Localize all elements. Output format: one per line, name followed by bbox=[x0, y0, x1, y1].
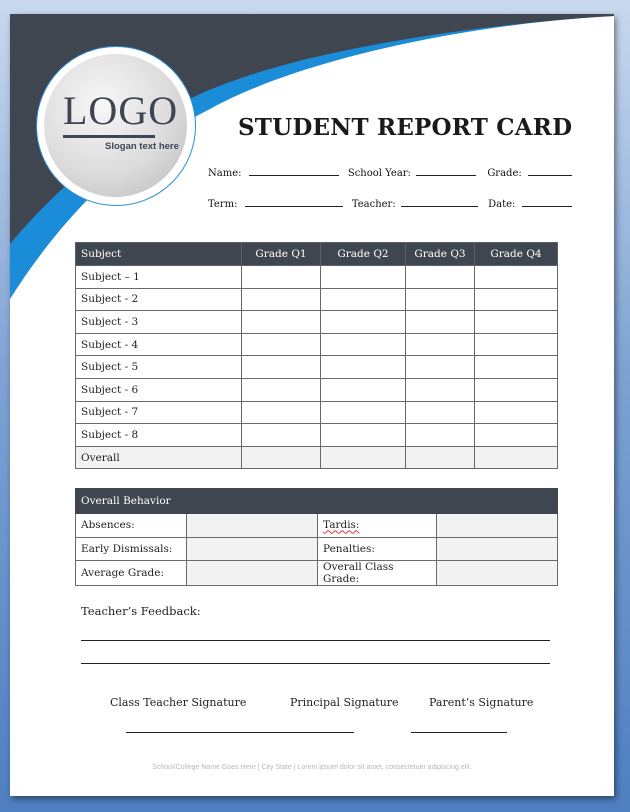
grade-cell[interactable] bbox=[321, 424, 406, 447]
info-row-2 bbox=[208, 197, 572, 210]
grade-label: Grade: bbox=[487, 168, 522, 179]
grade-cell[interactable] bbox=[475, 378, 558, 401]
page-title: STUDENT REPORT CARD bbox=[238, 114, 573, 141]
logo-badge bbox=[36, 46, 196, 206]
grade-cell[interactable] bbox=[406, 446, 475, 469]
grade-cell[interactable] bbox=[321, 266, 406, 289]
table-row bbox=[76, 561, 558, 586]
grade-cell[interactable] bbox=[406, 288, 475, 311]
table-row bbox=[76, 514, 558, 538]
grade-cell[interactable] bbox=[475, 356, 558, 379]
grade-cell[interactable] bbox=[406, 401, 475, 424]
school-year-label: School Year: bbox=[347, 168, 411, 179]
grade-cell[interactable] bbox=[321, 446, 406, 469]
name-field[interactable] bbox=[249, 166, 339, 176]
grade-cell[interactable] bbox=[321, 378, 406, 401]
table-row bbox=[76, 424, 558, 447]
behavior-table bbox=[75, 488, 558, 586]
absences-value[interactable] bbox=[187, 514, 318, 538]
school-year-field[interactable] bbox=[416, 166, 476, 176]
overall-cell: Overall bbox=[76, 446, 242, 469]
grade-cell[interactable] bbox=[475, 288, 558, 311]
header-grade-q1: Grade Q1 bbox=[242, 243, 321, 266]
behavior-label: Absences: bbox=[76, 514, 187, 538]
subject-cell: Subject - 6 bbox=[76, 378, 242, 401]
info-row-1 bbox=[208, 166, 572, 179]
average-grade-value[interactable] bbox=[187, 561, 318, 586]
grade-cell[interactable] bbox=[242, 378, 321, 401]
early-dismissals-value[interactable] bbox=[187, 537, 318, 561]
principal-signature-label: Principal Signature bbox=[290, 696, 399, 709]
behavior-label: Penalties: bbox=[318, 537, 437, 561]
subject-cell: Subject - 5 bbox=[76, 356, 242, 379]
table-row bbox=[76, 356, 558, 379]
grade-cell[interactable] bbox=[242, 424, 321, 447]
table-row bbox=[76, 537, 558, 561]
header-grade-q4: Grade Q4 bbox=[475, 243, 558, 266]
report-card-page bbox=[10, 14, 614, 796]
grade-cell[interactable] bbox=[242, 401, 321, 424]
table-row bbox=[76, 311, 558, 334]
subject-cell: Subject - 3 bbox=[76, 311, 242, 334]
grade-cell[interactable] bbox=[406, 356, 475, 379]
grade-cell[interactable] bbox=[242, 288, 321, 311]
table-row bbox=[76, 288, 558, 311]
grade-cell[interactable] bbox=[242, 311, 321, 334]
behavior-label: Early Dismissals: bbox=[76, 537, 187, 561]
grade-cell[interactable] bbox=[475, 333, 558, 356]
class-teacher-signature-label: Class Teacher Signature bbox=[110, 696, 247, 709]
subject-cell: Subject - 7 bbox=[76, 401, 242, 424]
tardis-value[interactable] bbox=[437, 514, 558, 538]
table-row-overall bbox=[76, 446, 558, 469]
term-field[interactable] bbox=[245, 197, 343, 207]
header-subject: Subject bbox=[76, 243, 242, 266]
grade-cell[interactable] bbox=[321, 311, 406, 334]
subject-cell: Subject - 8 bbox=[76, 424, 242, 447]
term-label: Term: bbox=[208, 199, 238, 210]
grades-header-row bbox=[76, 243, 558, 266]
feedback-line-2[interactable] bbox=[81, 663, 550, 664]
teacher-principal-signature-line[interactable] bbox=[126, 732, 354, 733]
header-grade-q3: Grade Q3 bbox=[406, 243, 475, 266]
overall-class-grade-value[interactable] bbox=[437, 561, 558, 586]
grade-cell[interactable] bbox=[475, 266, 558, 289]
feedback-label: Teacher’s Feedback: bbox=[81, 604, 201, 618]
grade-cell[interactable] bbox=[475, 424, 558, 447]
logo-text: LOGO bbox=[63, 88, 179, 133]
subject-cell: Subject - 2 bbox=[76, 288, 242, 311]
parent-signature-line[interactable] bbox=[411, 732, 507, 733]
behavior-label: Tardis: bbox=[318, 514, 437, 538]
grade-cell[interactable] bbox=[475, 401, 558, 424]
grade-cell[interactable] bbox=[406, 378, 475, 401]
grade-cell[interactable] bbox=[321, 356, 406, 379]
grades-table bbox=[75, 242, 558, 469]
grade-cell[interactable] bbox=[321, 333, 406, 356]
table-row bbox=[76, 333, 558, 356]
grade-cell[interactable] bbox=[406, 266, 475, 289]
footer-text: School/College Name Goes Here | City State | Lorem ipsum dolor sit amet, consectetuer adipiscing elit. bbox=[152, 764, 472, 771]
grade-cell[interactable] bbox=[475, 446, 558, 469]
behavior-label: Overall Class Grade: bbox=[318, 561, 437, 586]
table-row bbox=[76, 378, 558, 401]
feedback-line-1[interactable] bbox=[81, 640, 550, 641]
date-field[interactable] bbox=[522, 197, 572, 207]
grade-cell[interactable] bbox=[321, 401, 406, 424]
logo-slogan: Slogan text here bbox=[105, 141, 179, 152]
logo-underline bbox=[63, 135, 155, 138]
penalties-value[interactable] bbox=[437, 537, 558, 561]
behavior-label: Average Grade: bbox=[76, 561, 187, 586]
date-label: Date: bbox=[488, 199, 516, 210]
table-row bbox=[76, 401, 558, 424]
grade-cell[interactable] bbox=[475, 311, 558, 334]
name-label: Name: bbox=[208, 168, 242, 179]
teacher-label: Teacher: bbox=[351, 199, 396, 210]
subject-cell: Subject - 4 bbox=[76, 333, 242, 356]
behavior-header: Overall Behavior bbox=[76, 489, 558, 514]
grade-cell[interactable] bbox=[242, 356, 321, 379]
parent-signature-label: Parent’s Signature bbox=[429, 696, 534, 709]
grade-cell[interactable] bbox=[242, 266, 321, 289]
header-grade-q2: Grade Q2 bbox=[321, 243, 406, 266]
grade-cell[interactable] bbox=[406, 424, 475, 447]
table-row bbox=[76, 266, 558, 289]
grade-cell[interactable] bbox=[406, 311, 475, 334]
grade-field[interactable] bbox=[528, 166, 572, 176]
teacher-field[interactable] bbox=[401, 197, 478, 207]
grade-cell[interactable] bbox=[321, 288, 406, 311]
grade-cell[interactable] bbox=[242, 333, 321, 356]
grade-cell[interactable] bbox=[406, 333, 475, 356]
subject-cell: Subject – 1 bbox=[76, 266, 242, 289]
grade-cell[interactable] bbox=[242, 446, 321, 469]
